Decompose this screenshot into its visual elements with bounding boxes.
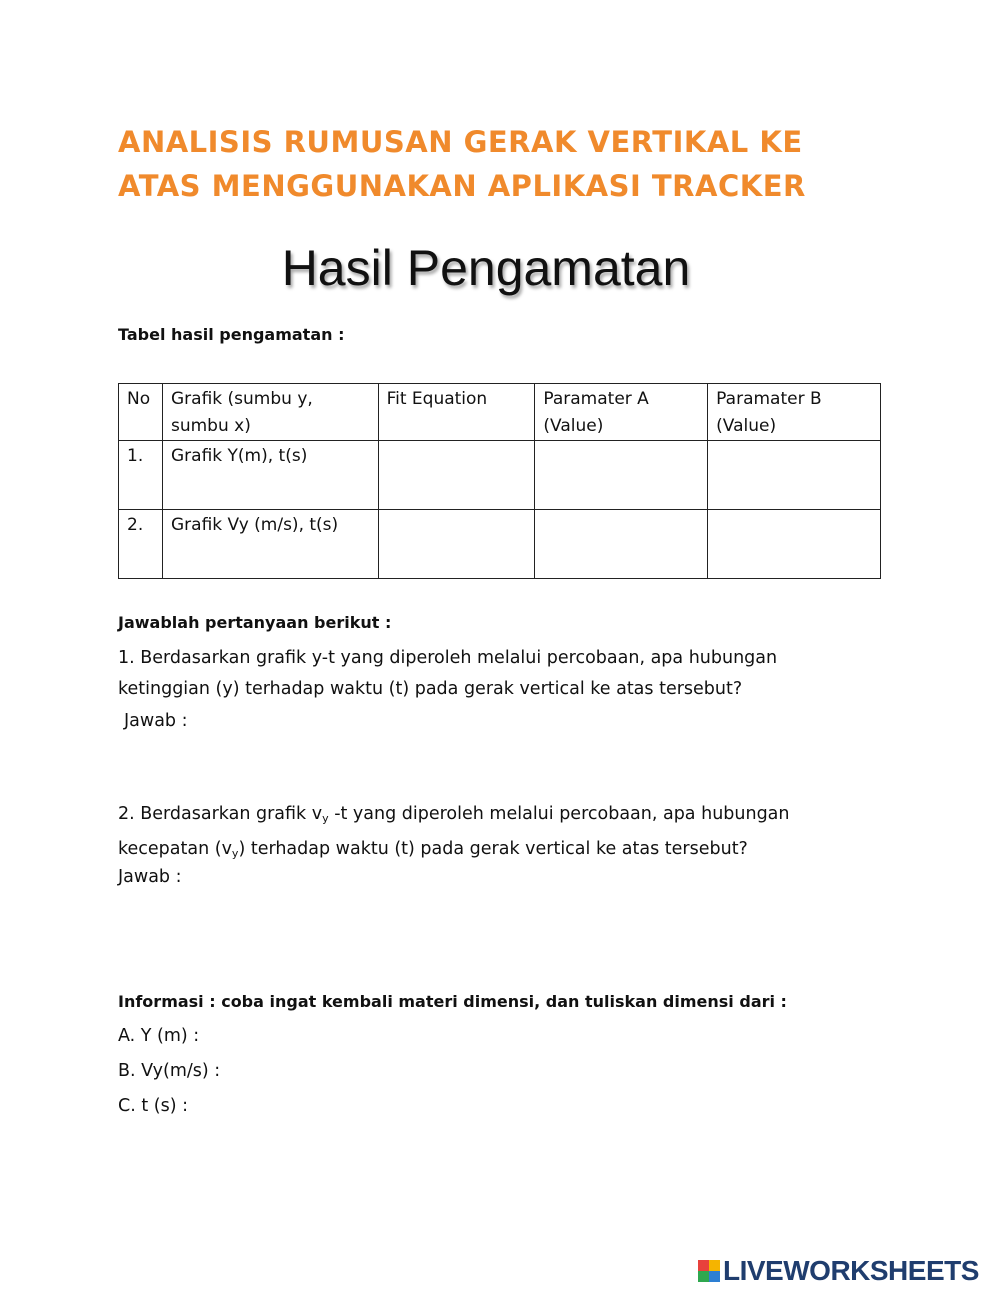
cell-grafik: Grafik Vy (m/s), t(s) xyxy=(162,510,378,579)
header-parameter-b: Paramater B (Value) xyxy=(708,384,881,441)
table-section-label: Tabel hasil pengamatan : xyxy=(118,325,345,344)
page-subtitle: Hasil Pengamatan xyxy=(281,240,691,296)
cell-fit-equation-input[interactable] xyxy=(378,441,535,510)
worksheet-title xyxy=(118,120,878,208)
header-fit-equation: Fit Equation xyxy=(378,384,535,441)
question-1 xyxy=(118,643,878,705)
question-2 xyxy=(118,799,878,869)
cell-parameter-a-input[interactable] xyxy=(535,441,708,510)
questions-label: Jawablah pertanyaan berikut : xyxy=(118,613,392,632)
table-header-row xyxy=(119,384,881,441)
liveworksheets-logo-text: LIVEWORKSHEETS xyxy=(723,1255,979,1286)
cell-no: 1. xyxy=(119,441,163,510)
cell-grafik: Grafik Y(m), t(s) xyxy=(162,441,378,510)
observation-table xyxy=(118,383,881,579)
header-no: No xyxy=(119,384,163,441)
question-2-line-1: 2. Berdasarkan grafik $v_y$ -t yang diperoleh melalui percobaan, apa hubungan xyxy=(118,804,790,825)
liveworksheets-logo xyxy=(698,1256,979,1286)
info-item-vy[interactable]: B. Vy(m/s) : xyxy=(118,1061,221,1081)
title-line-2: ATAS MENGGUNAKAN APLIKASI TRACKER xyxy=(118,169,806,203)
header-grafik: Grafik (sumbu y, sumbu x) xyxy=(162,384,378,441)
question-2-answer-field[interactable]: Jawab : xyxy=(118,867,182,887)
cell-parameter-a-input[interactable] xyxy=(535,510,708,579)
cell-no: 2. xyxy=(119,510,163,579)
question-1-answer-field[interactable]: Jawab : xyxy=(124,711,188,731)
cell-parameter-b-input[interactable] xyxy=(708,510,881,579)
cell-fit-equation-input[interactable] xyxy=(378,510,535,579)
info-item-y[interactable]: A. Y (m) : xyxy=(118,1026,200,1046)
question-1-line-2: ketinggian (y) terhadap waktu (t) pada gerak vertical ke atas tersebut? xyxy=(118,679,743,699)
table-row xyxy=(119,441,881,510)
header-parameter-a: Paramater A (Value) xyxy=(535,384,708,441)
liveworksheets-logo-icon xyxy=(698,1260,720,1282)
question-2-line-2: kecepatan $(v_y)$ terhadap waktu (t) pada gerak vertical ke atas tersebut? xyxy=(118,839,748,860)
title-line-1: ANALISIS RUMUSAN GERAK VERTIKAL KE xyxy=(118,125,803,159)
question-1-line-1: 1. Berdasarkan grafik y-t yang diperoleh melalui percobaan, apa hubungan xyxy=(118,648,778,668)
info-label: Informasi : coba ingat kembali materi dimensi, dan tuliskan dimensi dari : xyxy=(118,992,787,1011)
info-item-t[interactable]: C. t (s) : xyxy=(118,1096,188,1116)
table-row xyxy=(119,510,881,579)
cell-parameter-b-input[interactable] xyxy=(708,441,881,510)
